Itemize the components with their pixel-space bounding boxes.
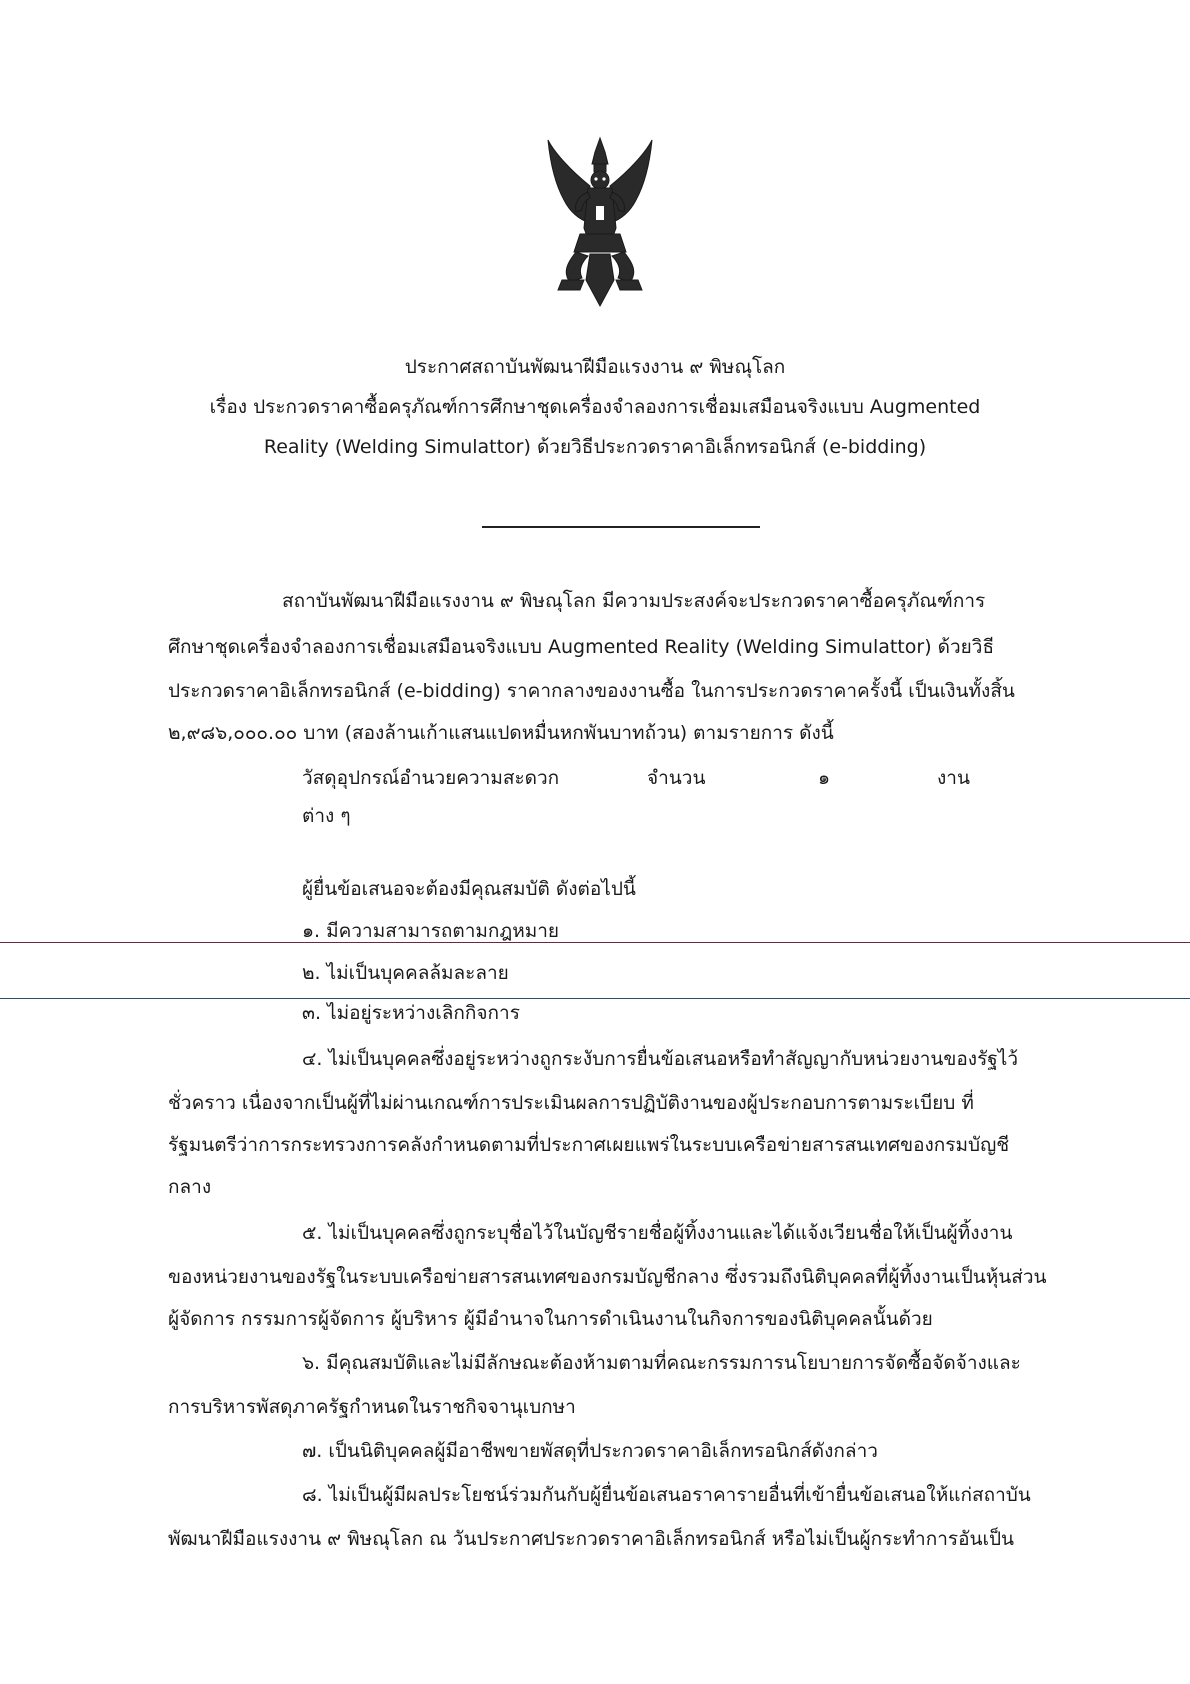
qualification-item: ๓. ไม่อยู่ระหว่างเลิกกิจการ (302, 1002, 520, 1024)
intro-line: สถาบันพัฒนาฝีมือแรงงาน ๙ พิษณุโลก มีความประสงค์จะประกวดราคาซื้อครุภัณฑ์การ (282, 590, 986, 612)
qualification-item-cont: พัฒนาฝีมือแรงงาน ๙ พิษณุโลก ณ วันประกาศประกวดราคาอิเล็กทรอนิกส์ หรือไม่เป็นผู้กระทำการอันเป็น (168, 1528, 1015, 1550)
intro-line: ประกวดราคาอิเล็กทรอนิกส์ (e-bidding) ราคากลางของงานซื้อ ในการประกวดราคาครั้งนี้ เป็นเงินทั้งสิ้น (168, 680, 1015, 702)
item-unit: งาน (937, 767, 970, 789)
qualification-item: ๗. เป็นนิติบุคคลผู้มีอาชีพขายพัสดุที่ประกวดราคาอิเล็กทรอนิกส์ดังกล่าว (302, 1440, 878, 1462)
item-name-continued: ต่าง ๆ (302, 805, 351, 827)
qualification-item-cont: ชั่วคราว เนื่องจากเป็นผู้ที่ไม่ผ่านเกณฑ์การประเมินผลการปฏิบัติงานของผู้ประกอบการตามระเบียบ ที่ (168, 1092, 974, 1114)
header-divider (482, 526, 760, 528)
qualification-item: ๘. ไม่เป็นผู้มีผลประโยชน์ร่วมกันกับผู้ยื่นข้อเสนอราคารายอื่นที่เข้ายื่นข้อเสนอให้แก่สถาบัน (302, 1484, 1031, 1506)
qualification-item-cont: ของหน่วยงานของรัฐในระบบเครือข่ายสารสนเทศของกรมบัญชีกลาง ซึ่งรวมถึงนิติบุคคลที่ผู้ทิ้งงานเป็นหุ้นส่วน (168, 1266, 1047, 1288)
qualification-item: ๒. ไม่เป็นบุคคลล้มละลาย (302, 962, 509, 984)
qualifications-heading: ผู้ยื่นข้อเสนอจะต้องมีคุณสมบัติ ดังต่อไปนี้ (302, 878, 636, 900)
scan-artifact-line (0, 998, 1190, 999)
intro-line: ๒,๙๘๖,๐๐๐.๐๐ บาท (สองล้านเก้าแสนแปดหมื่นหกพันบาทถ้วน) ตามรายการ ดังนี้ (168, 722, 834, 744)
qualification-item-cont: ผู้จัดการ กรรมการผู้จัดการ ผู้บริหาร ผู้มีอำนาจในการดำเนินงานในกิจการของนิติบุคคลนั้นด้วย (168, 1308, 933, 1330)
intro-line: ศึกษาชุดเครื่องจำลองการเชื่อมเสมือนจริงแบบ Augmented Reality (Welding Simulattor) ด้วยวิธี (168, 636, 995, 658)
announcement-title: ประกาศสถาบันพัฒนาฝีมือแรงงาน ๙ พิษณุโลก (404, 356, 786, 378)
item-qty: ๑ (818, 767, 831, 789)
announcement-subject-line-2: Reality (Welding Simulattor) ด้วยวิธีประกวดราคาอิเล็กทรอนิกส์ (e-bidding) (263, 436, 927, 458)
announcement-subject-line-1: เรื่อง ประกวดราคาซื้อครุภัณฑ์การศึกษาชุดเครื่องจำลองการเชื่อมเสมือนจริงแบบ Augmented (209, 396, 981, 418)
qualification-item-cont: การบริหารพัสดุภาครัฐกำหนดในราชกิจจานุเบกษา (168, 1396, 576, 1418)
qualification-item: ๑. มีความสามารถตามกฎหมาย (302, 920, 560, 942)
item-name: วัสดุอุปกรณ์อำนวยความสะดวก (302, 767, 560, 789)
qualification-item: ๖. มีคุณสมบัติและไม่มีลักษณะต้องห้ามตามที่คณะกรรมการนโยบายการจัดซื้อจัดจ้างและ (302, 1352, 1021, 1374)
item-qty-label: จำนวน (647, 767, 706, 789)
qualification-item: ๕. ไม่เป็นบุคคลซึ่งถูกระบุชื่อไว้ในบัญชีรายชื่อผู้ทิ้งงานและได้แจ้งเวียนชื่อให้เป็นผู้ทิ้งงาน (302, 1222, 1013, 1244)
scan-artifact-line (0, 942, 1190, 943)
qualification-item: ๔. ไม่เป็นบุคคลซึ่งอยู่ระหว่างถูกระงับการยื่นข้อเสนอหรือทำสัญญากับหน่วยงานของรัฐไว้ (302, 1048, 1018, 1070)
garuda-emblem (540, 130, 660, 310)
qualification-item-cont: รัฐมนตรีว่าการกระทรวงการคลังกำหนดตามที่ประกาศเผยแพร่ในระบบเครือข่ายสารสนเทศของกรมบัญชี (168, 1134, 1010, 1156)
qualification-item-cont: กลาง (168, 1176, 212, 1198)
